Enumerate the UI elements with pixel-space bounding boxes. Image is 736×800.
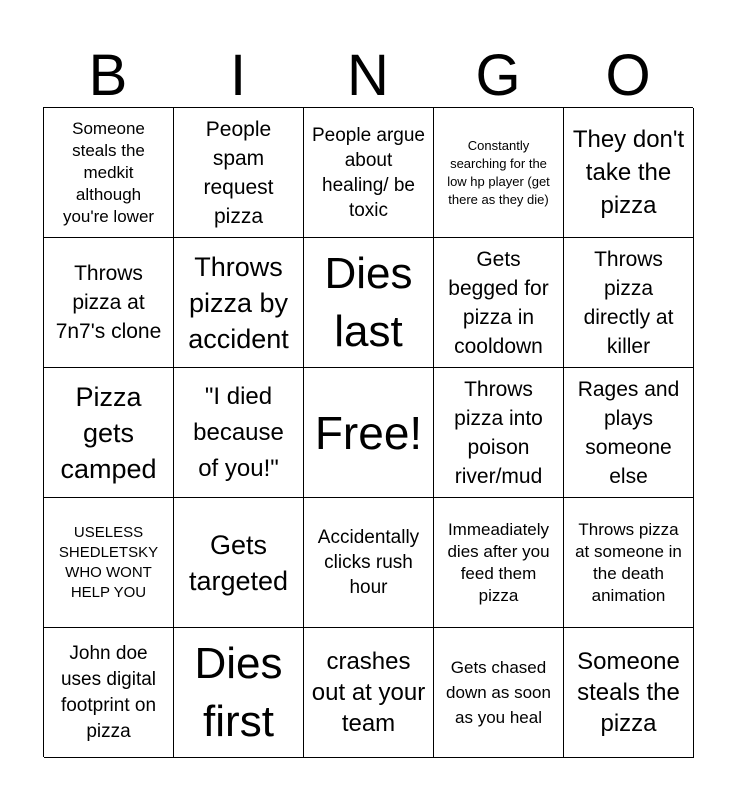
bingo-cell-13-free-space[interactable] xyxy=(304,368,434,498)
bingo-cell-17[interactable] xyxy=(174,498,304,628)
bingo-header xyxy=(43,44,693,108)
cell-text: "I died because of you!" xyxy=(193,382,284,482)
bingo-cell-25[interactable] xyxy=(564,628,694,758)
header-letter-b: B xyxy=(88,43,128,108)
bingo-cell-22[interactable] xyxy=(174,628,304,758)
header-letter-g: G xyxy=(475,43,521,108)
cell-text: Throws pizza at someone in the death animation xyxy=(575,519,682,605)
cell-text: Accidentally clicks rush hour xyxy=(317,527,420,598)
cell-text: Throws pizza by accident xyxy=(188,251,289,354)
bingo-cell-1[interactable] xyxy=(44,108,174,238)
bingo-cell-14[interactable] xyxy=(434,368,564,498)
cell-text: Someone steals the medkit although you're lower xyxy=(62,118,155,226)
cell-text: Gets begged for pizza in cooldown xyxy=(448,247,549,358)
bingo-cell-16[interactable] xyxy=(44,498,174,628)
cell-text: Constantly searching for the low hp player (get there as they die) xyxy=(447,137,550,207)
bingo-card-grid xyxy=(43,107,693,757)
bingo-cell-20[interactable] xyxy=(564,498,694,628)
cell-text: Gets targeted xyxy=(188,529,289,596)
cell-text: John doe uses digital footprint on pizza xyxy=(60,642,157,742)
bingo-cell-2[interactable] xyxy=(174,108,304,238)
cell-text: Dies first xyxy=(194,638,283,746)
cell-text: Rages and plays someone else xyxy=(577,377,680,488)
cell-text: Immeadiately dies after you feed them pizza xyxy=(447,519,550,605)
bingo-cell-21[interactable] xyxy=(44,628,174,758)
cell-text: USELESS SHEDLETSKY WHO WONT HELP YOU xyxy=(58,523,159,601)
bingo-cell-7[interactable] xyxy=(174,238,304,368)
cell-text: People argue about healing/ be toxic xyxy=(311,124,426,221)
bingo-cell-19[interactable] xyxy=(434,498,564,628)
bingo-cell-12[interactable] xyxy=(174,368,304,498)
bingo-cell-3[interactable] xyxy=(304,108,434,238)
cell-text: They don't take the pizza xyxy=(572,126,685,219)
bingo-cell-6[interactable] xyxy=(44,238,174,368)
bingo-cell-9[interactable] xyxy=(434,238,564,368)
bingo-cell-5[interactable] xyxy=(564,108,694,238)
bingo-cell-4[interactable] xyxy=(434,108,564,238)
header-letter-i: I xyxy=(229,43,247,108)
header-letter-n: N xyxy=(347,43,389,108)
bingo-cell-15[interactable] xyxy=(564,368,694,498)
cell-text: Throws pizza directly at killer xyxy=(583,247,674,358)
cell-text: Pizza gets camped xyxy=(60,381,157,484)
free-space-text: Free! xyxy=(314,406,423,459)
cell-text: Gets chased down as soon as you heal xyxy=(446,658,551,727)
bingo-cell-24[interactable] xyxy=(434,628,564,758)
cell-text: Dies last xyxy=(324,248,413,356)
cell-text: People spam request pizza xyxy=(203,117,274,228)
bingo-cell-18[interactable] xyxy=(304,498,434,628)
cell-text: crashes out at your team xyxy=(311,648,426,737)
cell-text: Throws pizza into poison river/mud xyxy=(454,377,543,488)
cell-text: Throws pizza at 7n7's clone xyxy=(55,262,162,343)
bingo-cell-11[interactable] xyxy=(44,368,174,498)
bingo-cell-23[interactable] xyxy=(304,628,434,758)
bingo-cell-10[interactable] xyxy=(564,238,694,368)
header-letter-o: O xyxy=(605,43,651,108)
cell-text: Someone steals the pizza xyxy=(577,648,680,737)
bingo-cell-8[interactable] xyxy=(304,238,434,368)
